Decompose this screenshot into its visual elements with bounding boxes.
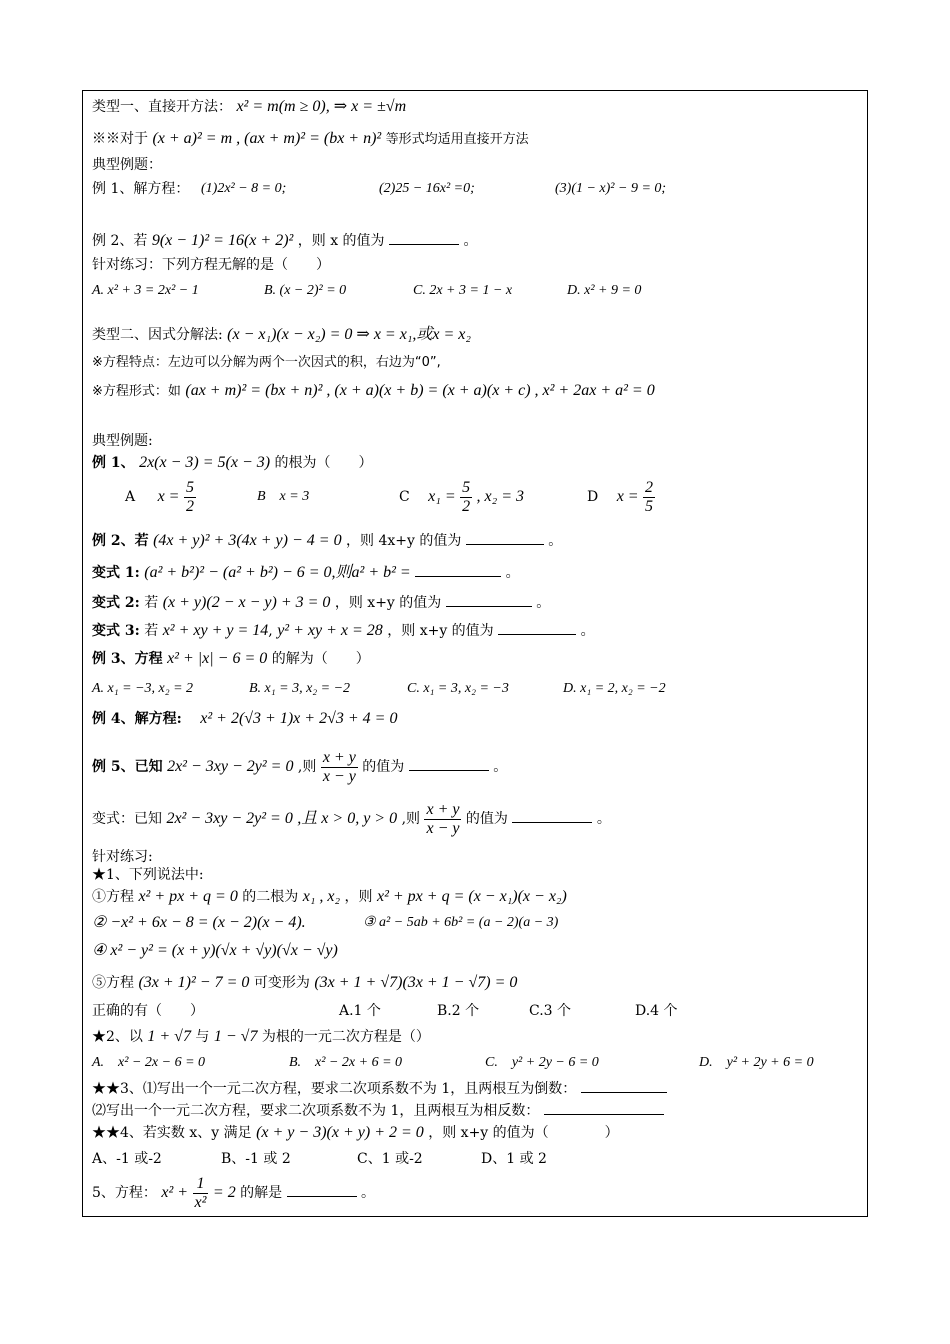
item1-mid: 的二根为 <box>242 889 299 905</box>
section2-ex3-line <box>92 649 370 669</box>
option-letter: D <box>587 489 599 505</box>
section2-ex5-formula: 2x² − 3xy − 2y² = 0 <box>167 758 294 775</box>
fraction-denominator: x − y <box>426 819 460 837</box>
section1-title: 类型一、直接开方法： <box>92 99 232 115</box>
fraction-denominator: 2 <box>185 497 194 515</box>
section1-note-formula: (x + a)² = m , (ax + m)² = (bx + n)² <box>152 130 382 147</box>
section2-ex2-suffix: ，则 4x+y 的值为 <box>346 533 462 549</box>
section2-title: 类型二、因式分解法: <box>92 327 223 343</box>
fraction-numerator: 5 <box>185 478 194 496</box>
period: 。 <box>505 565 520 581</box>
answer-blank[interactable] <box>512 809 592 823</box>
option-lhs: x = <box>157 488 180 505</box>
answer-blank[interactable] <box>409 757 489 771</box>
variant3-text: 若 <box>144 623 159 639</box>
practice-q2-option-c: C. y² + 2y − 6 = 0 <box>485 1055 599 1070</box>
section2-ex1-option-a <box>125 477 196 517</box>
practice-q4-option-d: D、1 或 2 <box>481 1151 547 1167</box>
item1-formula1: x² + px + q = 0 <box>138 888 238 905</box>
section1-option-c: C. 2x + 3 = 1 − x <box>413 283 513 298</box>
section1-practice-question: 针对练习：下列方程无解的是（ ） <box>92 257 330 273</box>
option-letter: C <box>399 489 410 505</box>
section2-ex1-option-b: B x = 3 <box>257 489 310 504</box>
fraction <box>193 1175 209 1212</box>
q2-prefix: ★2、以 <box>92 1029 143 1045</box>
period: 。 <box>493 759 508 775</box>
q2-root1: 1 + √7 <box>147 1028 191 1045</box>
item1-prefix: ①方程 <box>92 889 134 905</box>
variant3-formula2: y² + xy + x = 28 <box>277 622 383 639</box>
section1-ex1-part2: (2)25 − 16x² =0; <box>379 181 475 196</box>
item1-roots: x₁ , x₂ <box>302 888 341 905</box>
practice-q2-option-d: D. y² + 2y + 6 = 0 <box>699 1055 814 1070</box>
fraction <box>184 479 196 516</box>
worksheet-frame <box>82 90 868 1217</box>
answer-blank[interactable] <box>287 1183 357 1197</box>
period: 。 <box>596 811 611 827</box>
section1-note-suffix: 等形式均适用直接开方法 <box>385 132 529 147</box>
option-lhs: x = <box>616 488 639 505</box>
practice-q2-line <box>92 1027 430 1047</box>
section2-ex5-label: 例 5、已知 <box>92 759 163 775</box>
q5-rhs: = 2 <box>212 1184 236 1201</box>
period: 。 <box>463 233 478 249</box>
section2-ex3-option-a: A. x₁ = −3, x₂ = 2 <box>92 681 194 696</box>
q4-suffix: ，则 x+y 的值为（ ） <box>428 1125 619 1141</box>
period: 。 <box>536 595 551 611</box>
variant3-label: 变式 3: <box>92 623 140 639</box>
section1-ex2-formula: 9(x − 1)² = 16(x + 2)² <box>151 232 294 249</box>
section2-ex2-formula: (4x + y)² + 3(4x + y) − 4 = 0 <box>153 532 342 549</box>
section1-ex2-prefix: 例 2、若 <box>92 233 148 249</box>
section1-title-line <box>92 97 406 117</box>
then-word: ,则 <box>297 759 317 775</box>
fraction-numerator: 5 <box>462 478 471 496</box>
practice-q1-item5 <box>92 973 517 993</box>
fraction-denominator: 2 <box>462 497 471 515</box>
fraction-numerator: x + y <box>426 800 460 818</box>
practice-q1-item2: ② −x² + 6x − 8 = (x − 2)(x − 4). <box>92 914 306 931</box>
variant-label: 变式：已知 <box>92 811 162 827</box>
section1-note-line <box>92 129 529 150</box>
section2-formula: (x − x₁)(x − x₂) = 0 ⇒ x = x₁,或x = x₂ <box>227 326 471 343</box>
q3b-text: ⑵写出一个一元二次方程，要求二次项系数不为 1，且两根互为相反数： <box>92 1103 540 1119</box>
section1-note-prefix: ※※对于 <box>92 131 148 147</box>
fraction-numerator: x + y <box>322 748 356 766</box>
variant3-suffix: ，则 x+y 的值为 <box>387 623 494 639</box>
practice-heading: 针对练习: <box>92 849 153 865</box>
variant-suffix: 的值为 <box>465 811 508 827</box>
practice-q4-option-b: B、-1 或 2 <box>221 1151 291 1167</box>
fraction <box>643 479 655 516</box>
variant2-suffix: ，则 x+y 的值为 <box>334 595 442 611</box>
answer-blank[interactable] <box>498 621 576 635</box>
fraction-denominator: 5 <box>645 497 654 515</box>
item5-formula2: (3x + 1 + √7)(3x + 1 − √7) = 0 <box>314 974 518 991</box>
practice-q1-option-d: D.4 个 <box>635 1003 678 1019</box>
section2-ex3-label: 例 3、方程 <box>92 651 163 667</box>
fraction <box>321 749 358 786</box>
option-lhs: x₁ = <box>428 488 456 505</box>
variant1-formula: (a² + b²)² − (a² + b²) − 6 = 0,则a² + b² = <box>144 564 411 581</box>
practice-q4-option-c: C、1 或-2 <box>357 1151 423 1167</box>
variant2-label: 变式 2: <box>92 595 140 611</box>
section2-variant-line <box>92 797 611 841</box>
q2-suffix: 为根的一元二次方程是（） <box>261 1029 430 1045</box>
section1-examples-heading: 典型例题： <box>92 157 162 173</box>
answer-blank[interactable] <box>466 531 544 545</box>
section2-ex4-label: 例 4、解方程: <box>92 711 182 727</box>
q2-mid: 与 <box>195 1029 210 1045</box>
item1-then: ，则 <box>344 889 373 905</box>
fraction-numerator: 2 <box>645 478 654 496</box>
fraction-numerator: 1 <box>193 1175 209 1194</box>
practice-q1-option-a: A.1 个 <box>339 1003 381 1019</box>
q3a-text: ★★3、⑴写出一个一元二次方程，要求二次项系数不为 1，且两根互为倒数： <box>92 1081 577 1097</box>
q5-lhs: x² + <box>161 1184 189 1201</box>
fraction <box>424 801 461 838</box>
section2-ex3-suffix: 的解为（ ） <box>271 651 370 667</box>
variant2-text: 若 <box>144 595 159 611</box>
answer-blank[interactable] <box>544 1101 664 1115</box>
fraction-denominator: x² <box>194 1193 207 1211</box>
section1-ex1-label: 例 1、解方程： <box>92 181 190 197</box>
practice-q1: ★1、下列说法中: <box>92 867 204 883</box>
practice-q4-line <box>92 1123 619 1143</box>
section2-ex1-option-d <box>587 477 655 517</box>
variant-formula: 2x² − 3xy − 2y² = 0 <box>166 810 293 827</box>
section2-title-line <box>92 325 471 345</box>
section2-ex2-line <box>92 531 562 551</box>
answer-blank[interactable] <box>415 563 501 577</box>
section2-ex1-label: 例 1、 <box>92 455 135 471</box>
section2-variant1-line <box>92 563 520 583</box>
practice-q4-option-a: A、-1 或-2 <box>92 1151 162 1167</box>
item5-formula1: (3x + 1)² − 7 = 0 <box>138 974 250 991</box>
practice-q2-option-a: A. x² − 2x − 6 = 0 <box>92 1055 206 1070</box>
variant3-formula1: x² + xy + y = 14 <box>162 622 269 639</box>
practice-q3b-line <box>92 1101 664 1121</box>
period: 。 <box>361 1185 376 1201</box>
practice-q1-item1 <box>92 887 567 907</box>
section2-variant2-line <box>92 593 550 613</box>
answer-blank[interactable] <box>446 593 532 607</box>
variant-condition: ,且 x > 0, y > 0 <box>297 810 398 827</box>
answer-blank[interactable] <box>389 231 459 245</box>
q2-root2: 1 − √7 <box>213 1028 258 1045</box>
period: 。 <box>548 533 563 549</box>
option-letter: A <box>125 489 136 505</box>
answer-blank[interactable] <box>581 1079 667 1093</box>
option-rhs: , x₂ = 3 <box>476 488 525 505</box>
section2-feature: ※方程特点：左边可以分解为两个一次因式的积，右边为“0”, <box>92 355 441 370</box>
section2-ex3-option-d: D. x₁ = 2, x₂ = −2 <box>563 681 666 696</box>
section1-formula: x² = m(m ≥ 0), ⇒ x = ±√m <box>236 98 407 115</box>
section2-ex4-formula: x² + 2(√3 + 1)x + 2√3 + 4 = 0 <box>200 710 398 727</box>
section2-ex1-formula: 2x(x − 3) = 5(x − 3) <box>139 454 271 471</box>
fraction <box>460 479 472 516</box>
section2-ex3-option-c: C. x₁ = 3, x₂ = −3 <box>407 681 509 696</box>
practice-q1-item4: ④ x² − y² = (x + y)(√x + √y)(√x − √y) <box>92 942 338 959</box>
section1-option-b: B. (x − 2)² = 0 <box>264 283 347 298</box>
section2-ex3-option-b: B. x₁ = 3, x₂ = −2 <box>249 681 351 696</box>
period: 。 <box>580 623 595 639</box>
practice-q1-option-c: C.3 个 <box>529 1003 572 1019</box>
section2-ex5-line <box>92 745 507 789</box>
item1-formula2: x² + px + q = (x − x₁)(x − x₂) <box>376 888 567 905</box>
then-word: ,则 <box>401 811 421 827</box>
q5-suffix: 的解是 <box>240 1185 283 1201</box>
ex5-suffix: 的值为 <box>362 759 405 775</box>
item5-mid: 可变形为 <box>253 975 310 991</box>
section1-ex1-line <box>92 179 189 199</box>
section2-variant3-line: 变式 3: 若 x² + xy + y = 14, y² + xy + x = 28 ，则 x+y 的值为 。 <box>92 622 595 639</box>
practice-q5-line <box>92 1171 375 1215</box>
section1-option-a: A. x² + 3 = 2x² − 1 <box>92 283 199 298</box>
practice-q1-option-b: B.2 个 <box>437 1003 480 1019</box>
section2-ex1-suffix: 的根为（ ） <box>274 455 373 471</box>
q5-prefix: 5、方程： <box>92 1185 157 1201</box>
q4-prefix: ★★4、若实数 x、y 满足 <box>92 1125 252 1141</box>
section2-form-prefix: ※方程形式：如 <box>92 384 181 399</box>
section2-form-formula: (ax + m)² = (bx + n)² , (x + a)(x + b) = (x + a)(x + c) , x² + 2ax + a² = 0 <box>185 382 655 399</box>
practice-q1-correct: 正确的有（ ） <box>92 1003 204 1019</box>
section2-ex3-formula: x² + |x| − 6 = 0 <box>167 650 268 667</box>
variant2-formula: (x + y)(2 − x − y) + 3 = 0 <box>162 594 331 611</box>
section2-examples-heading: 典型例题: <box>92 433 153 449</box>
section1-ex1-part3: (3)(1 − x)² − 9 = 0; <box>555 181 667 196</box>
fraction-denominator: x − y <box>322 767 356 785</box>
q4-formula: (x + y − 3)(x + y) + 2 = 0 <box>256 1124 424 1141</box>
section1-ex2-line <box>92 231 477 251</box>
section2-form-line <box>92 381 655 402</box>
section1-option-d: D. x² + 9 = 0 <box>567 283 642 298</box>
section1-ex2-suffix: ，则 x 的值为 <box>297 233 385 249</box>
section2-ex4-line <box>92 709 397 729</box>
section1-ex1-part1: (1)2x² − 8 = 0; <box>201 181 287 196</box>
item5-prefix: ⑤方程 <box>92 975 134 991</box>
practice-q2-option-b: B. x² − 2x + 6 = 0 <box>289 1055 403 1070</box>
section2-ex1-option-c <box>399 477 524 517</box>
section2-ex1-line <box>92 453 373 473</box>
practice-q3a-line <box>92 1079 667 1099</box>
practice-q1-item3: ③ a² − 5ab + 6b² = (a − 2)(a − 3) <box>363 915 559 930</box>
variant1-label: 变式 1: <box>92 565 140 581</box>
section2-ex2-label: 例 2、若 <box>92 533 149 549</box>
